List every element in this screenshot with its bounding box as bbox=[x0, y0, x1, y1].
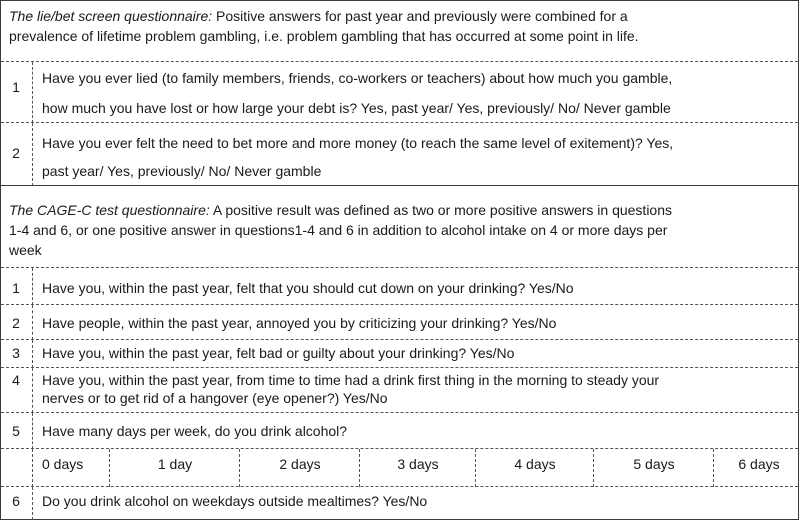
lie-bet-title: The lie/bet screen questionnaire: bbox=[9, 8, 213, 24]
column-divider bbox=[32, 123, 33, 186]
question-text-line-2: how much you have lost or how large your debt is? Yes, past year/ Yes, previously/ No/ Never gamble bbox=[42, 100, 671, 116]
question-number: 5 bbox=[12, 423, 20, 439]
question-text-line-1: Have you ever lied (to family members, friends, co-workers or teachers) about how much you gamble, bbox=[42, 70, 673, 86]
question-number: 1 bbox=[12, 79, 20, 95]
question-number: 1 bbox=[12, 280, 20, 296]
cage-question-5 bbox=[1, 412, 798, 449]
question-text-line-1: Have you ever felt the need to bet more and more money (to reach the same level of exitement)? Yes, bbox=[42, 135, 674, 151]
question-number: 2 bbox=[12, 145, 20, 161]
question-text: Have you, within the past year, felt bad or guilty about your drinking? Yes/No bbox=[42, 345, 515, 361]
day-option-label: 3 days bbox=[397, 456, 439, 472]
cage-c-title: The CAGE-C test questionnaire: bbox=[9, 202, 210, 218]
cage-question-4 bbox=[1, 367, 798, 413]
day-option-6 bbox=[713, 449, 798, 487]
day-option-label: 4 days bbox=[514, 456, 556, 472]
day-option-label: 1 day bbox=[157, 456, 193, 472]
cage-c-description-line-1: A positive result was defined as two or more positive answers in questions bbox=[212, 202, 673, 218]
day-option-0 bbox=[33, 449, 109, 487]
question-text: Do you drink alcohol on weekdays outside mealtimes? Yes/No bbox=[42, 493, 428, 509]
column-divider bbox=[32, 340, 33, 368]
cage-question-2 bbox=[1, 304, 798, 340]
cage-question-3 bbox=[1, 339, 798, 368]
column-divider bbox=[32, 368, 33, 413]
lie-bet-description-line-2: prevalence of lifetime problem gambling, i.e. problem gambling that has occurred at some point in life. bbox=[9, 28, 639, 44]
column-divider bbox=[32, 487, 33, 520]
day-option-1 bbox=[109, 449, 240, 487]
day-options-row bbox=[1, 448, 798, 487]
day-option-label: 6 days bbox=[738, 456, 780, 472]
lie-bet-header bbox=[1, 1, 798, 66]
question-text-line-2: nerves or to get rid of a hangover (eye opener?) Yes/No bbox=[42, 390, 388, 406]
question-text: Have you, within the past year, felt that you should cut down on your drinking? Yes/No bbox=[42, 280, 574, 296]
lie-bet-question-2 bbox=[1, 122, 798, 186]
day-option-label: 0 days bbox=[42, 456, 84, 472]
cage-c-description-line-2: 1-4 and 6, or one positive answer in questions1-4 and 6 in addition to alcohol intake on 4 or more days per bbox=[9, 222, 668, 238]
column-divider bbox=[32, 305, 33, 340]
question-text-line-1: Have you, within the past year, from time to time had a drink first thing in the morning to steady your bbox=[42, 372, 660, 388]
lie-bet-question-1 bbox=[1, 61, 798, 123]
cage-question-6 bbox=[1, 486, 798, 520]
column-divider bbox=[32, 62, 33, 123]
day-option-3 bbox=[359, 449, 476, 487]
day-option-2 bbox=[239, 449, 360, 487]
column-divider bbox=[32, 268, 33, 305]
day-option-label: 5 days bbox=[633, 456, 675, 472]
question-number: 6 bbox=[12, 493, 20, 509]
question-text: Have people, within the past year, annoyed you by criticizing your drinking? Yes/No bbox=[42, 315, 557, 331]
question-number: 2 bbox=[12, 315, 20, 331]
lie-bet-description-line-1: Positive answers for past year and previously were combined for a bbox=[216, 8, 628, 24]
day-option-label: 2 days bbox=[279, 456, 321, 472]
day-option-5 bbox=[593, 449, 714, 487]
cage-c-description-line-3: week bbox=[9, 242, 42, 258]
question-number: 4 bbox=[12, 372, 20, 388]
question-number: 3 bbox=[12, 345, 20, 361]
cage-question-1 bbox=[1, 267, 798, 305]
question-text-line-2: past year/ Yes, previously/ No/ Never gamble bbox=[42, 163, 322, 179]
column-divider bbox=[32, 413, 33, 449]
question-text: Have many days per week, do you drink alcohol? bbox=[42, 423, 348, 439]
day-option-4 bbox=[475, 449, 594, 487]
